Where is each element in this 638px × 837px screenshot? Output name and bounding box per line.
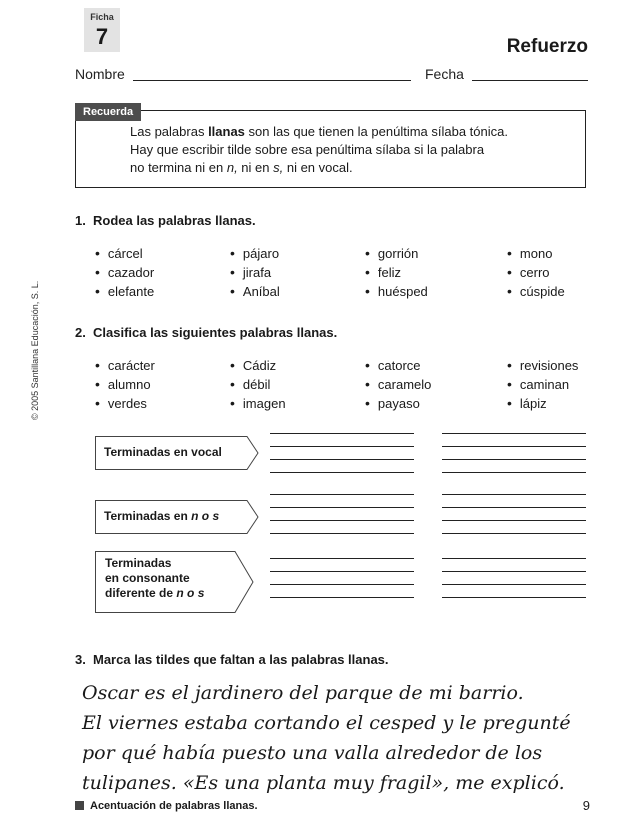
answer-line[interactable] [270,507,414,508]
word-item: • lápiz [507,395,547,411]
word-item: • caramelo [365,376,431,392]
word-item[interactable]: • cúspide [507,283,565,299]
question-2 [75,325,337,340]
passage-line[interactable]: El viernes estaba cortando el cesped y le pregunté [82,712,571,734]
cursive-passage[interactable] [82,678,602,798]
page-number: 9 [582,798,590,813]
question-number: 3. [75,652,86,667]
word-item: • Cádiz [230,357,276,373]
answer-line[interactable] [442,472,586,473]
question-3 [75,652,389,667]
label-terminadas-consonante [96,553,236,611]
passage-line[interactable]: Oscar es el jardinero del parque de mi barrio. [82,682,524,704]
answer-line[interactable] [442,558,586,559]
rule-text: Las palabras [130,124,209,139]
label-text: en consonante [105,571,190,585]
answer-line[interactable] [270,446,414,447]
answer-line[interactable] [270,597,414,598]
question-1 [75,213,256,228]
word-item: • caminan [507,376,569,392]
answer-line[interactable] [442,459,586,460]
passage-line[interactable]: por qué había puesto una valla alrededor de los [82,742,543,764]
label-text: diferente de [105,586,177,600]
recuerda-tab: Recuerda [75,103,141,121]
recuerda-text [130,123,580,177]
rule-text: ni en [237,160,274,175]
answer-line[interactable] [442,494,586,495]
word-item: • carácter [95,357,155,373]
answer-line[interactable] [442,533,586,534]
question-number: 1. [75,213,86,228]
answer-line[interactable] [442,520,586,521]
nombre-label: Nombre [75,66,125,82]
word-item[interactable]: • Aníbal [230,283,280,299]
rule-keyword: llanas [208,124,245,139]
copyright-notice: © 2005 Santillana Educación, S. L. [30,280,40,420]
word-item: • catorce [365,357,421,373]
answer-line[interactable] [270,558,414,559]
answer-line[interactable] [270,520,414,521]
answer-line[interactable] [270,584,414,585]
rule-text: ni en vocal. [283,160,353,175]
rule-text: Hay que escribir tilde sobre esa penúltima sílaba si la palabra [130,142,485,157]
answer-line[interactable] [270,459,414,460]
answer-line[interactable] [442,446,586,447]
answer-line[interactable] [270,533,414,534]
label-letters: n o s [176,586,205,600]
word-item: • alumno [95,376,151,392]
question-text: Rodea las palabras llanas. [93,213,256,228]
word-item: • imagen [230,395,286,411]
word-item[interactable]: • pájaro [230,245,279,261]
answer-line[interactable] [270,472,414,473]
rule-text: no termina ni en [130,160,227,175]
label-text: Terminadas en [104,509,192,523]
question-text: Clasifica las siguientes palabras llanas. [93,325,338,340]
answer-line[interactable] [270,571,414,572]
rule-letter: n, [226,160,238,175]
word-item[interactable]: • huésped [365,283,428,299]
word-item[interactable]: • cárcel [95,245,143,261]
word-item[interactable]: • cerro [507,264,550,280]
answer-line[interactable] [442,571,586,572]
footer-topic [75,800,258,812]
label-terminadas-vocal: Terminadas en vocal [104,445,222,459]
word-item[interactable]: • mono [507,245,552,261]
label-text: Terminadas [105,556,172,570]
ficha-number: 7 [95,24,109,49]
fecha-label: Fecha [425,66,464,82]
answer-line[interactable] [442,507,586,508]
word-item: • payaso [365,395,420,411]
word-item[interactable]: • gorrión [365,245,418,261]
rule-letter: s, [273,160,284,175]
answer-line[interactable] [442,584,586,585]
answer-line[interactable] [442,433,586,434]
word-item[interactable]: • feliz [365,264,401,280]
word-item[interactable]: • jirafa [230,264,271,280]
word-item: • verdes [95,395,147,411]
label-letters: n o s [191,509,220,523]
word-item[interactable]: • cazador [95,264,154,280]
label-terminadas-ns [96,501,246,533]
question-text: Marca las tildes que faltan a las palabras llanas. [93,652,389,667]
ficha-label: Ficha [90,12,114,22]
word-item: • revisiones [507,357,578,373]
answer-line[interactable] [270,433,414,434]
footer-topic-text: Acentuación de palabras llanas. [90,800,258,812]
rule-text: son las que tienen la penúltima sílaba tónica. [244,124,508,139]
nombre-field[interactable] [133,80,411,81]
fecha-field[interactable] [472,80,588,81]
passage-line[interactable]: tulipanes. «Es una planta muy fragil», me explicó. [82,772,565,794]
question-number: 2. [75,325,86,340]
word-item[interactable]: • elefante [95,283,154,299]
word-item: • débil [230,376,270,392]
square-icon [75,801,84,810]
section-title: Refuerzo [506,36,588,57]
answer-line[interactable] [442,597,586,598]
answer-line[interactable] [270,494,414,495]
